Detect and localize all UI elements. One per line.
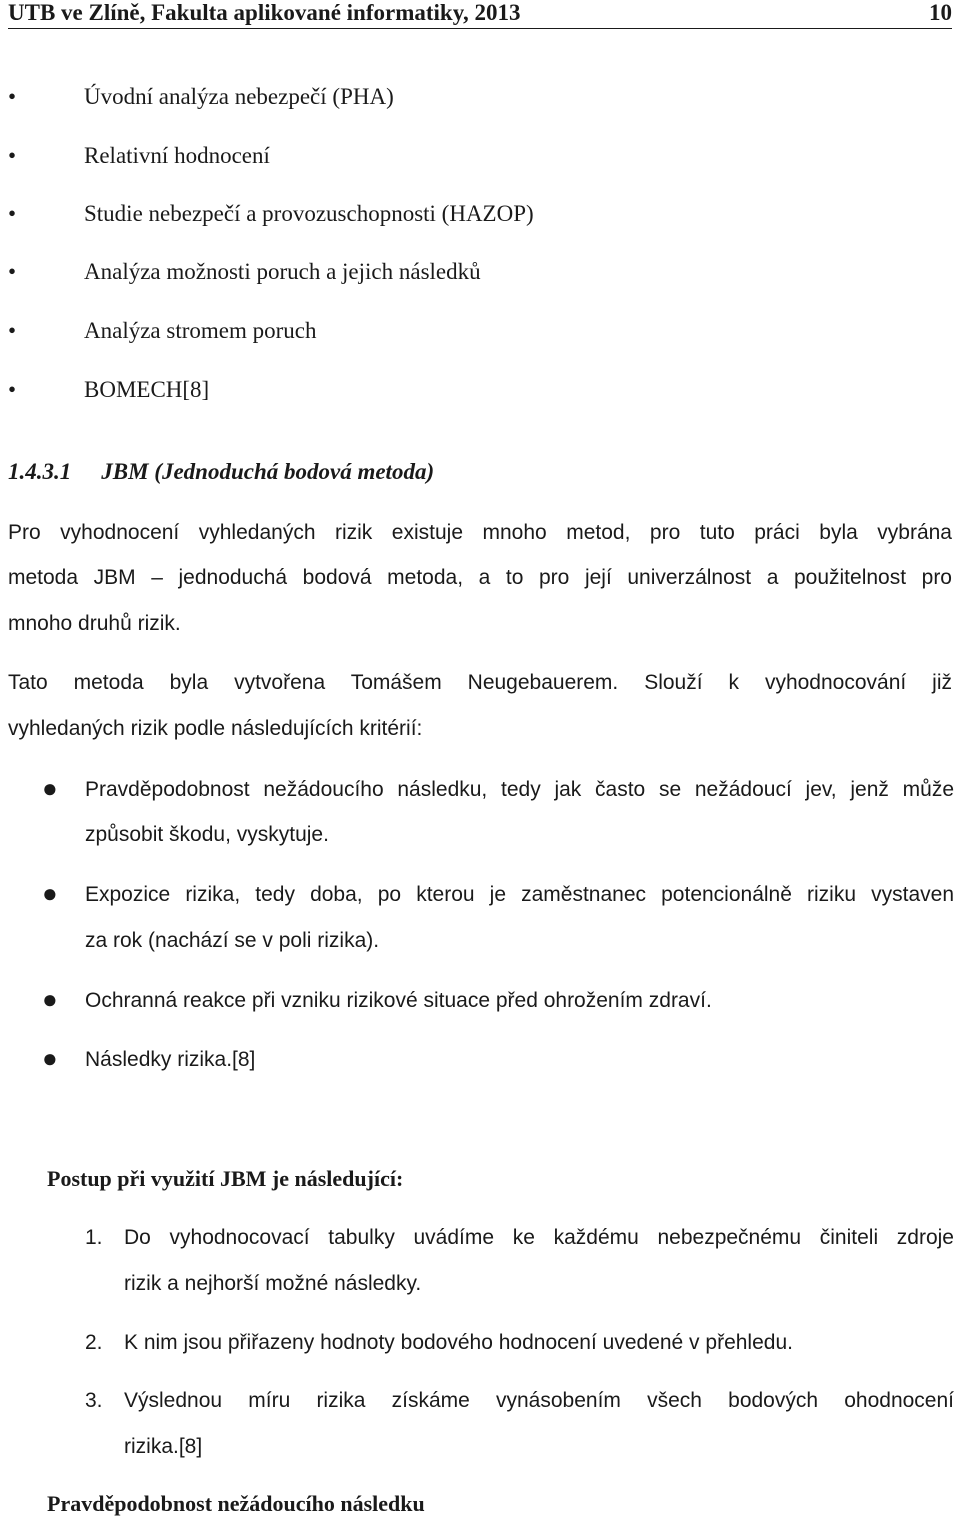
step-text: rizika.[8] (124, 1435, 203, 1458)
step-number: 1. (85, 1226, 103, 1249)
list-item-text: Analýza možnosti poruch a jejich následků (84, 259, 481, 284)
step-text: rizik a nejhorší možné následky. (124, 1272, 422, 1295)
bullet-icon: • (8, 201, 17, 226)
paragraph-line: Pro vyhodnocení vyhledaných rizik existuje mnoho metod, pro tuto práci byla vybrána (8, 521, 952, 544)
list-item-text: Analýza stromem poruch (84, 318, 317, 343)
bullet-icon: • (8, 318, 17, 343)
criteria-text: způsobit škodu, vyskytuje. (85, 823, 329, 846)
step-number: 2. (85, 1331, 103, 1354)
criteria-text: za rok (nachází se v poli rizika). (85, 929, 380, 952)
criteria-text: Pravděpodobnost nežádoucího následku, tedy jak často se nežádoucí jev, jenž může (85, 778, 954, 801)
section-title: JBM (Jednoduchá bodová metoda) (101, 459, 435, 484)
bullet-icon: • (8, 259, 17, 284)
header-title: UTB ve Zlíně, Fakulta aplikované informatiky, 2013 (8, 0, 521, 25)
section-heading (8, 459, 434, 485)
step-text: Do vyhodnocovací tabulky uvádíme ke každému nebezpečnému činiteli zdroje (124, 1226, 954, 1249)
step-text: Výslednou míru rizika získáme vynásobením všech bodových ohodnocení (124, 1389, 954, 1412)
bullet-icon: • (8, 377, 17, 402)
list-item-text: Úvodní analýza nebezpečí (PHA) (84, 84, 394, 109)
criteria-text: Ochranná reakce při vzniku rizikové situace před ohrožením zdraví. (85, 989, 712, 1012)
list-item-text: Studie nebezpečí a provozuschopnosti (HAZOP) (84, 201, 534, 226)
criteria-text: Expozice rizika, tedy doba, po kterou je zaměstnanec potencionálně riziku vystaven (85, 883, 954, 906)
subsection-heading: Pravděpodobnost nežádoucího následku (47, 1491, 425, 1516)
bullet-icon: ● (42, 1043, 58, 1073)
criteria-text: Následky rizika.[8] (85, 1048, 256, 1071)
bullet-icon: ● (42, 878, 58, 908)
list-item-text: BOMECH[8] (84, 377, 210, 402)
page-number: 10 (929, 0, 952, 25)
section-number: 1.4.3.1 (8, 459, 72, 484)
procedure-heading: Postup při využití JBM je následující: (47, 1166, 404, 1191)
step-number: 3. (85, 1389, 103, 1412)
page-header (8, 0, 952, 29)
paragraph-line: mnoho druhů rizik. (8, 612, 181, 635)
bullet-icon: • (8, 143, 17, 168)
bullet-icon: • (8, 84, 17, 109)
bullet-icon: ● (42, 984, 58, 1014)
paragraph-line: metoda JBM – jednoduchá bodová metoda, a to pro její univerzálnost a použitelnost pro (8, 566, 952, 589)
step-text: K nim jsou přiřazeny hodnoty bodového hodnocení uvedené v přehledu. (124, 1331, 793, 1354)
paragraph-line: Tato metoda byla vytvořena Tomášem Neugebauerem. Slouží k vyhodnocování již (8, 671, 952, 694)
list-item-text: Relativní hodnocení (84, 143, 270, 168)
bullet-icon: ● (42, 773, 58, 803)
paragraph-line: vyhledaných rizik podle následujících kritérií: (8, 717, 423, 740)
